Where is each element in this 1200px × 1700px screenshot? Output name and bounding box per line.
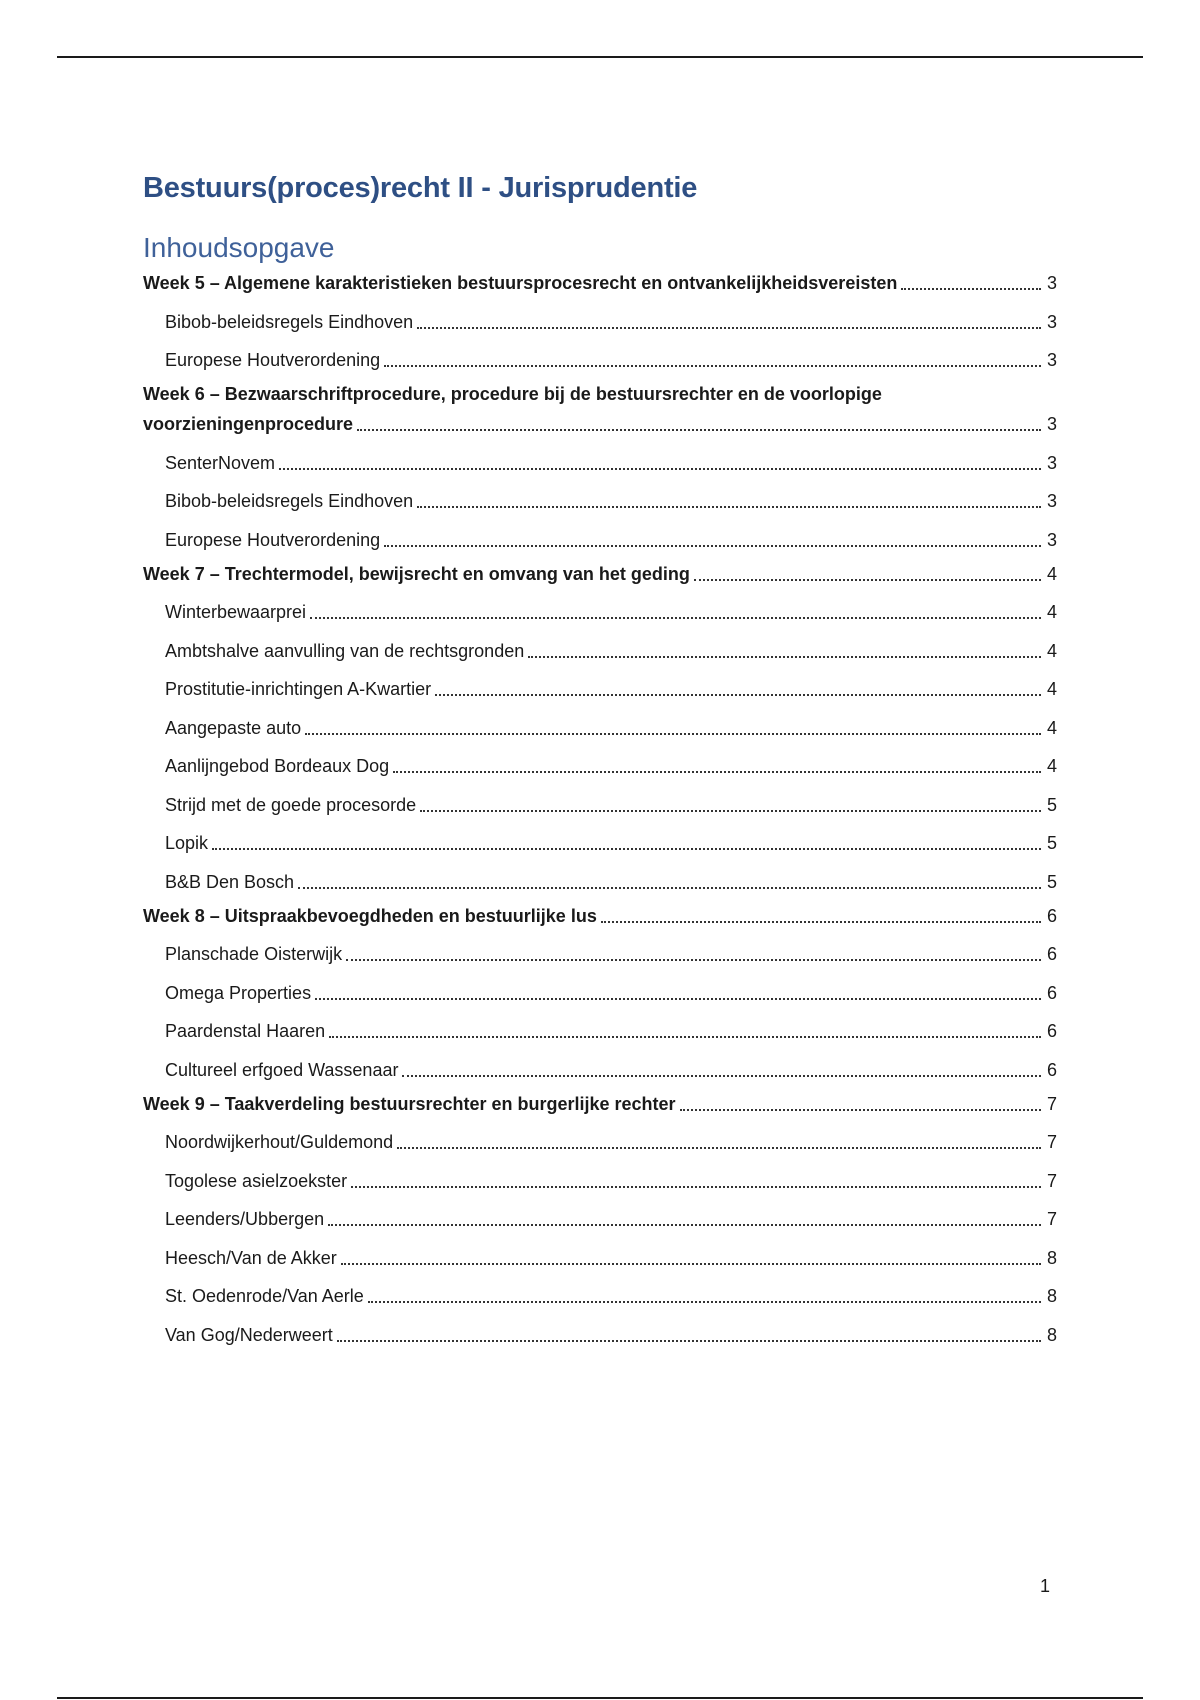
dot-leader xyxy=(346,959,1041,961)
toc-entry-page: 6 xyxy=(1046,982,1057,1003)
toc-entry-label-line2: voorzieningenprocedure xyxy=(143,414,354,434)
toc-entry[interactable] xyxy=(143,666,1057,705)
toc-entry-label: Leenders/Ubbergen xyxy=(165,1209,325,1229)
toc-entry-page: 3 xyxy=(1046,452,1057,473)
toc-entry-page: 5 xyxy=(1046,794,1057,815)
toc-entry-page: 4 xyxy=(1046,756,1057,776)
toc-entry-page: 8 xyxy=(1046,1286,1057,1306)
dot-leader xyxy=(420,810,1041,812)
dot-leader xyxy=(528,656,1041,658)
toc-entry[interactable] xyxy=(143,1234,1057,1273)
toc-entry-label: Europese Houtverordening xyxy=(165,529,381,550)
dot-leader xyxy=(279,468,1041,470)
toc-entry-label: Noordwijkerhout/Guldemond xyxy=(165,1132,394,1152)
dot-leader xyxy=(337,1340,1041,1342)
dot-leader xyxy=(397,1147,1041,1149)
dot-leader xyxy=(384,545,1041,547)
toc-entry-page: 4 xyxy=(1046,679,1057,699)
toc-entry-label: Heesch/Van de Akker xyxy=(165,1247,337,1268)
dot-leader xyxy=(310,617,1041,619)
toc-entry-page: 6 xyxy=(1046,1021,1057,1041)
toc-entry-page: 4 xyxy=(1046,640,1057,661)
toc-entry[interactable] xyxy=(143,478,1057,517)
toc-entry-label: Prostitutie-inrichtingen A-Kwartier xyxy=(165,679,432,699)
dot-leader xyxy=(694,579,1041,581)
toc-entry-page: 4 xyxy=(1046,563,1057,584)
toc-entry-label: St. Oedenrode/Van Aerle xyxy=(165,1286,364,1306)
toc-entry-label: Strijd met de goede procesorde xyxy=(165,794,417,815)
toc-entry[interactable] xyxy=(143,627,1057,666)
toc-entry-label: Paardenstal Haaren xyxy=(165,1021,326,1041)
dot-leader xyxy=(305,733,1041,735)
toc-entry-page: 3 xyxy=(1046,273,1057,293)
dot-leader xyxy=(328,1224,1041,1226)
toc-heading: Inhoudsopgave xyxy=(143,232,335,263)
toc-entry-label: Van Gog/Nederweert xyxy=(165,1324,333,1345)
toc-entry-page: 8 xyxy=(1046,1324,1057,1345)
toc-entry[interactable] xyxy=(143,781,1057,820)
dot-leader xyxy=(601,921,1041,923)
toc-entry[interactable] xyxy=(143,1196,1057,1235)
dot-leader xyxy=(368,1301,1041,1303)
toc-entry-label: SenterNovem xyxy=(165,452,276,473)
toc-entry-label: Week 7 – Trechtermodel, bewijsrecht en omvang van het geding xyxy=(143,563,690,584)
toc-entry-label: Week 5 – Algemene karakteristieken bestuursprocesrecht en ontvankelijkheidsvereisten xyxy=(143,273,898,293)
toc-entry[interactable] xyxy=(143,820,1057,859)
toc-entry[interactable] xyxy=(143,704,1057,743)
dot-leader xyxy=(417,506,1041,508)
dot-leader xyxy=(329,1036,1041,1038)
dot-leader xyxy=(435,694,1041,696)
toc-entry-page: 5 xyxy=(1046,871,1057,892)
toc-entry-page: 7 xyxy=(1046,1170,1057,1191)
toc-entry-week-5[interactable] xyxy=(143,268,1057,298)
toc-entry-week-6[interactable] xyxy=(143,375,1057,439)
toc-entry[interactable] xyxy=(143,858,1057,897)
toc-entry-label: B&B Den Bosch xyxy=(165,871,295,892)
dot-leader xyxy=(351,1186,1041,1188)
toc-entry-page: 3 xyxy=(1046,311,1057,332)
dot-leader xyxy=(341,1263,1041,1265)
dot-leader xyxy=(402,1075,1041,1077)
document-title: Bestuurs(proces)recht II - Jurisprudentie xyxy=(143,172,698,204)
footer-rule xyxy=(57,1697,1143,1699)
toc-entry[interactable] xyxy=(143,931,1057,970)
toc-entry-page: 4 xyxy=(1046,602,1057,622)
dot-leader xyxy=(393,771,1041,773)
toc-entry-label: Cultureel erfgoed Wassenaar xyxy=(165,1059,399,1080)
table-of-contents xyxy=(143,268,1057,1350)
toc-entry-page: 6 xyxy=(1046,905,1057,926)
toc-entry-label: Omega Properties xyxy=(165,982,312,1003)
toc-entry-label: Winterbewaarprei xyxy=(165,602,307,622)
toc-entry[interactable] xyxy=(143,516,1057,555)
toc-entry-page: 3 xyxy=(1046,529,1057,550)
toc-entry[interactable] xyxy=(143,969,1057,1008)
document-body xyxy=(143,168,1057,1350)
dot-leader xyxy=(298,887,1041,889)
toc-entry-page: 5 xyxy=(1046,833,1057,853)
toc-entry-label: Bibob-beleidsregels Eindhoven xyxy=(165,311,414,332)
dot-leader xyxy=(357,429,1041,431)
toc-entry-page: 6 xyxy=(1046,1059,1057,1080)
toc-entry-page: 6 xyxy=(1046,944,1057,964)
toc-entry-label: Planschade Oisterwijk xyxy=(165,944,343,964)
toc-entry-page: 3 xyxy=(1046,491,1057,511)
toc-entry[interactable] xyxy=(143,589,1057,628)
toc-entry-label-line1: Week 6 – Bezwaarschriftprocedure, procedure bij de bestuursrechter en de voorlopige xyxy=(143,384,882,404)
toc-entry-page: 3 xyxy=(1046,350,1057,370)
toc-entry-page: 3 xyxy=(1046,414,1057,434)
dot-leader xyxy=(315,998,1041,1000)
dot-leader xyxy=(417,327,1041,329)
toc-entry-week-9[interactable] xyxy=(143,1085,1057,1119)
toc-entry-page: 7 xyxy=(1046,1132,1057,1152)
toc-entry[interactable] xyxy=(143,298,1057,337)
toc-entry[interactable] xyxy=(143,1008,1057,1047)
toc-entry-page: 7 xyxy=(1046,1093,1057,1114)
toc-entry-label: Ambtshalve aanvulling van de rechtsgronden xyxy=(165,640,525,661)
toc-entry[interactable] xyxy=(143,1157,1057,1196)
toc-entry-label: Week 9 – Taakverdeling bestuursrechter en burgerlijke rechter xyxy=(143,1093,676,1114)
toc-entry-label: Bibob-beleidsregels Eindhoven xyxy=(165,491,414,511)
toc-entry-label: Aanlijngebod Bordeaux Dog xyxy=(165,756,390,776)
toc-entry-label: Week 8 – Uitspraakbevoegdheden en bestuurlijke lus xyxy=(143,905,597,926)
toc-entry-label: Europese Houtverordening xyxy=(165,350,381,370)
toc-entry-week-8[interactable] xyxy=(143,897,1057,931)
page-number: 1 xyxy=(1040,1576,1051,1596)
dot-leader xyxy=(212,848,1041,850)
dot-leader xyxy=(901,288,1041,290)
toc-entry[interactable] xyxy=(143,337,1057,376)
toc-entry-page: 8 xyxy=(1046,1247,1057,1268)
toc-entry[interactable] xyxy=(143,1273,1057,1312)
dot-leader xyxy=(680,1109,1041,1111)
toc-entry[interactable] xyxy=(143,1311,1057,1350)
toc-entry[interactable] xyxy=(143,1046,1057,1085)
header-rule xyxy=(57,56,1143,58)
toc-entry-label: Togolese asielzoekster xyxy=(165,1170,348,1191)
toc-entry-page: 7 xyxy=(1046,1209,1057,1229)
toc-entry[interactable] xyxy=(143,743,1057,782)
toc-entry[interactable] xyxy=(143,1119,1057,1158)
toc-entry-label: Lopik xyxy=(165,833,209,853)
toc-entry-week-7[interactable] xyxy=(143,555,1057,589)
dot-leader xyxy=(384,365,1041,367)
toc-entry-page: 4 xyxy=(1046,717,1057,738)
toc-entry-label: Aangepaste auto xyxy=(165,717,302,738)
toc-entry[interactable] xyxy=(143,439,1057,478)
